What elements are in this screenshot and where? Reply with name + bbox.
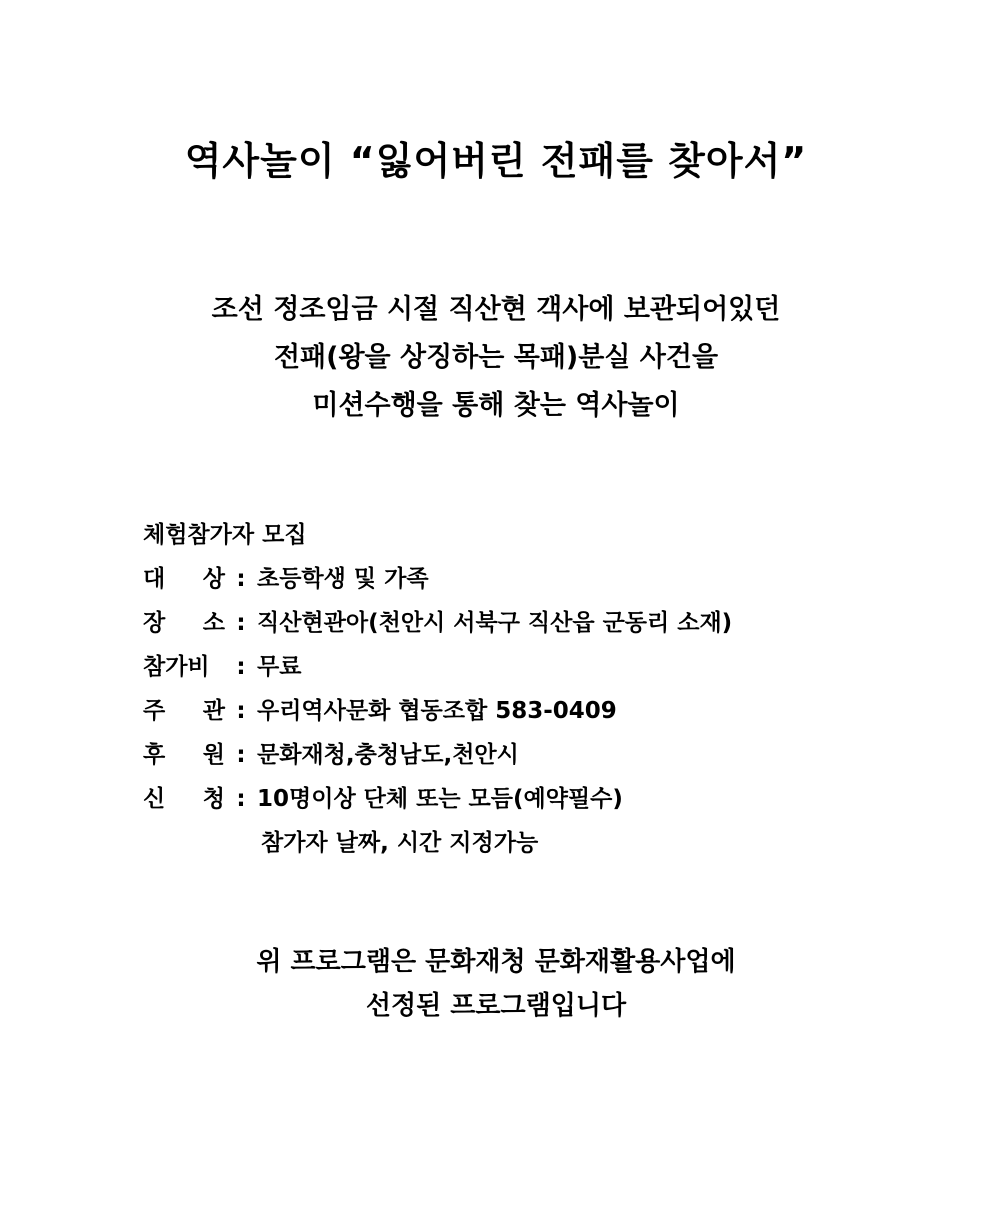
detail-label: 참가비 (143, 654, 210, 680)
detail-row-organizer (143, 689, 963, 733)
closing-line: 선정된 프로그램입니다 (365, 991, 627, 1021)
detail-row-place (143, 601, 963, 645)
detail-value: 10명이상 단체 또는 모듬(예약필수) (257, 786, 623, 812)
detail-value: 참가자 날짜, 시간 지정가능 (261, 830, 539, 856)
details-heading: 체험참가자 모집 (143, 522, 307, 548)
details-section (143, 513, 963, 865)
document-title: 역사놀이 “잃어버린 전패를 찾아서” (184, 139, 808, 183)
detail-row-fee (143, 645, 963, 689)
detail-colon: : (236, 610, 246, 636)
intro-paragraph (0, 286, 992, 430)
detail-colon: : (236, 698, 246, 724)
detail-row-application (143, 777, 963, 821)
closing-paragraph (0, 940, 992, 1028)
detail-label: 장 소 (143, 610, 225, 636)
detail-row-sponsor (143, 733, 963, 777)
detail-value: 문화재청,충청남도,천안시 (257, 742, 519, 768)
detail-label: 주 관 (143, 698, 225, 724)
detail-label: 대 상 (143, 566, 225, 592)
detail-value: 무료 (257, 654, 302, 680)
intro-line: 미션수행을 통해 찾는 역사놀이 (312, 390, 680, 421)
detail-colon: : (236, 786, 246, 812)
intro-line: 전패(왕을 상징하는 목패)분실 사건을 (273, 342, 719, 373)
detail-colon: : (236, 654, 246, 680)
intro-line: 조선 정조임금 시절 직산현 객사에 보관되어있던 (211, 294, 781, 325)
detail-colon: : (236, 742, 246, 768)
closing-line: 위 프로그램은 문화재청 문화재활용사업에 (256, 947, 736, 977)
detail-label: 신 청 (143, 786, 225, 812)
detail-value: 직산현관아(천안시 서북구 직산읍 군동리 소재) (257, 610, 733, 636)
detail-colon: : (236, 566, 246, 592)
detail-value: 초등학생 및 가족 (257, 566, 429, 592)
detail-value: 우리역사문화 협동조합 583-0409 (257, 698, 617, 724)
detail-row-continuation (143, 821, 963, 865)
detail-row-target (143, 557, 963, 601)
detail-label: 후 원 (143, 742, 225, 768)
